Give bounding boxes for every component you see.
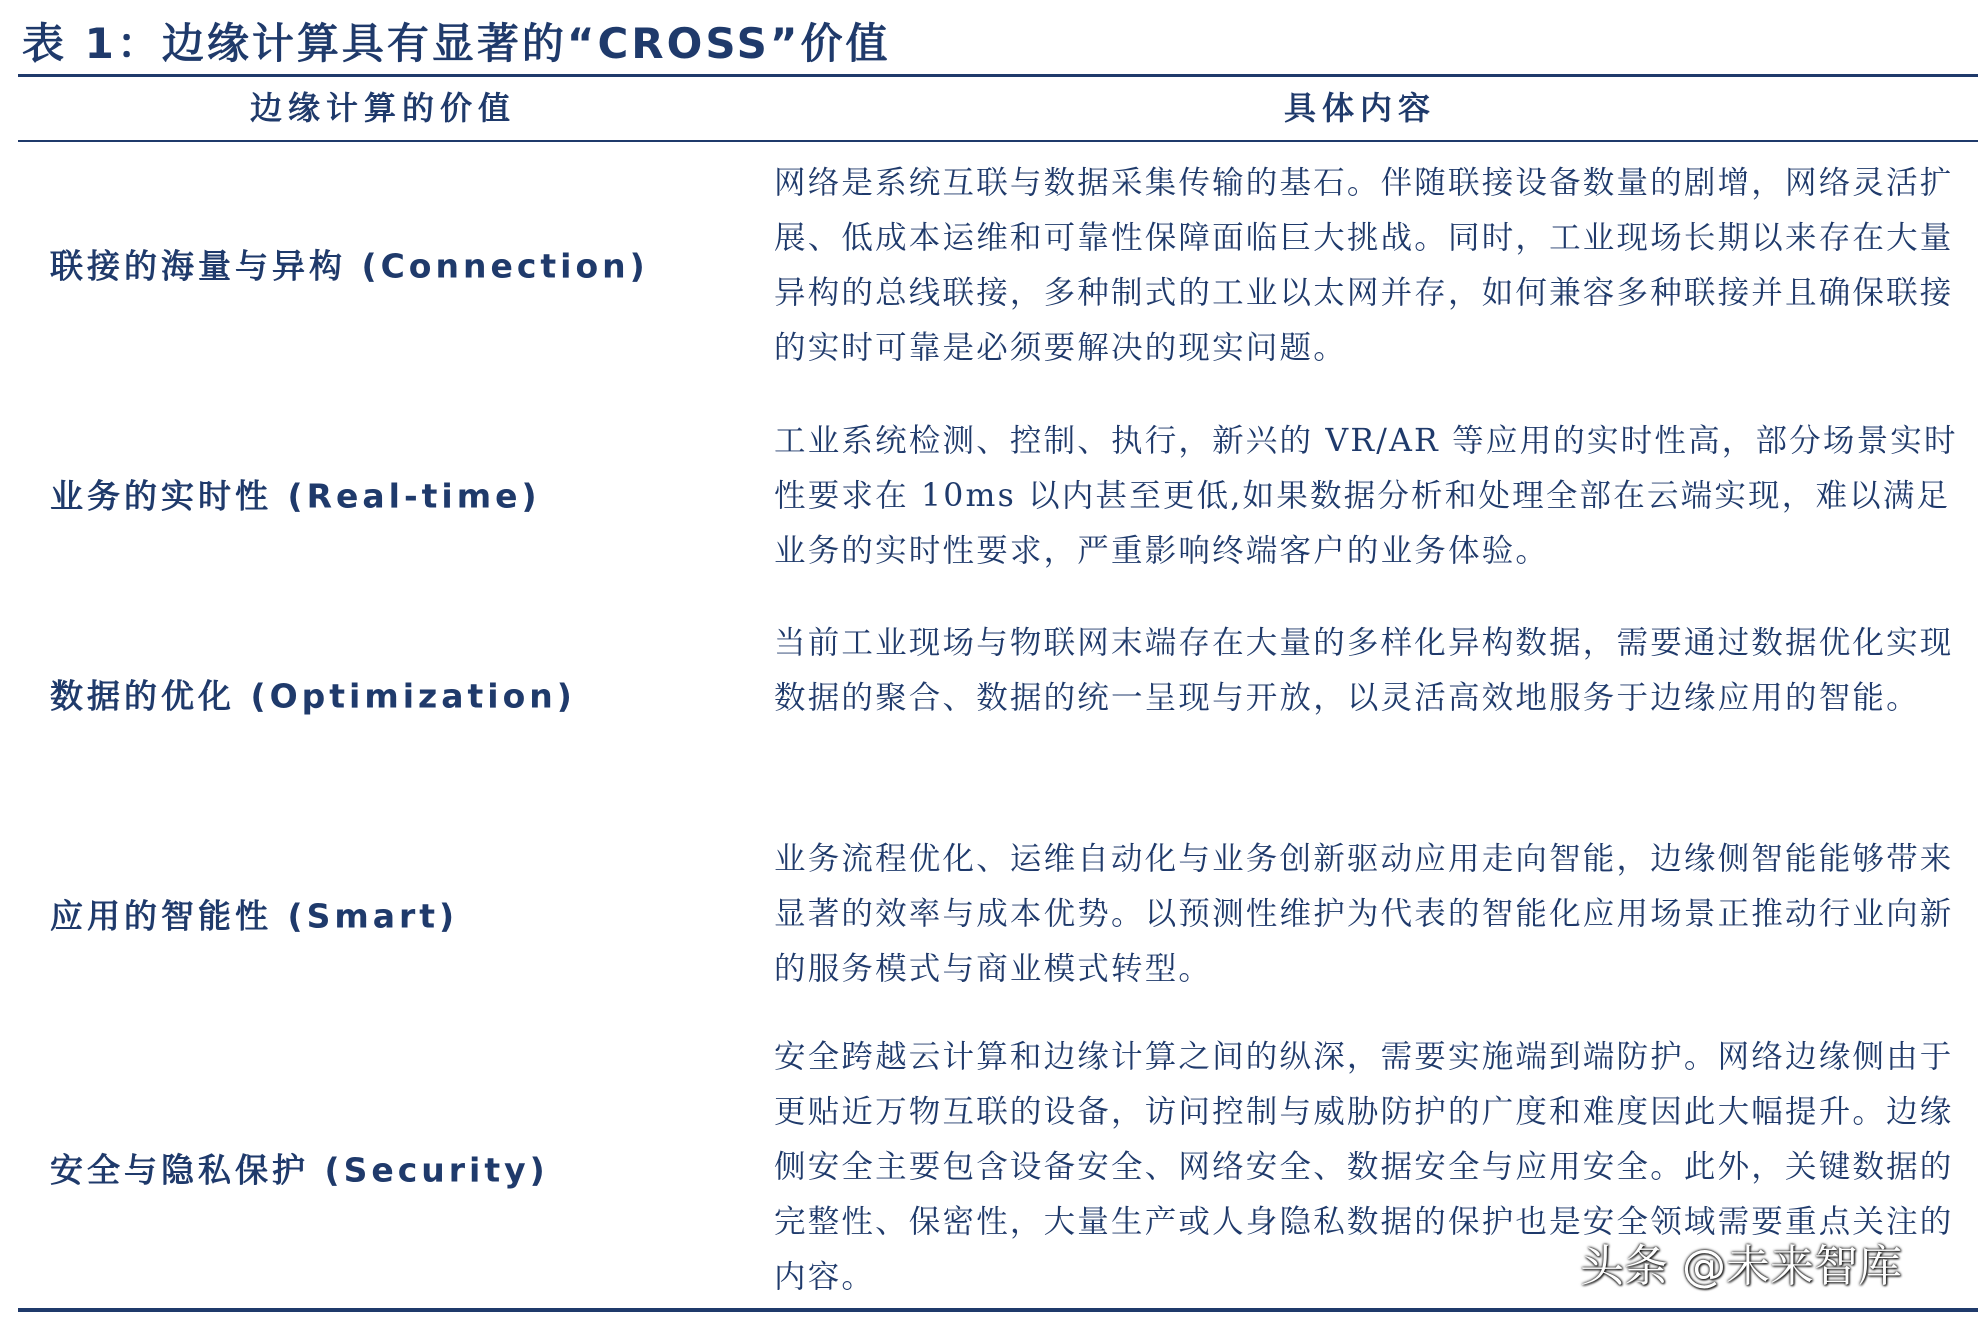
watermark: 头条 @未来智库: [1580, 1241, 1902, 1292]
row-content-optimization: 当前工业现场与物联网末端存在大量的多样化异构数据，需要通过数据优化实现数据的聚合、数据的统一呈现与开放，以灵活高效地服务于边缘应用的智能。: [774, 625, 1954, 716]
row-content-smart: 业务流程优化、运维自动化与业务创新驱动应用走向智能，边缘侧智能能够带来显著的效率与成本优势。以预测性维护为代表的智能化应用场景正推动行业向新的服务模式与商业模式转型。: [774, 841, 1954, 987]
row-content-realtime: 工业系统检测、控制、执行，新兴的 VR/AR 等应用的实时性高，部分场景实时性要求在 10ms 以内甚至更低,如果数据分析和处理全部在云端实现，难以满足业务的实时性要求，严重影响终端客户的业务体验。: [774, 423, 1958, 569]
header-value: 边缘计算的价值: [249, 89, 516, 127]
table-bottom-rule: [18, 1308, 1978, 1312]
row-label-smart: 应用的智能性 (Smart): [50, 896, 459, 936]
row-label-security: 安全与隐私保护 (Security): [50, 1150, 549, 1190]
header-content: 具体内容: [1283, 89, 1436, 127]
row-content-connection: 网络是系统互联与数据采集传输的基石。伴随联接设备数量的剧增，网络灵活扩展、低成本运维和可靠性保障面临巨大挑战。同时，工业现场长期以来存在大量异构的总线联接，多种制式的工业以太网并存，如何兼容多种联接并且确保联接的实时可靠是必须要解决的现实问题。: [774, 165, 1954, 366]
row-label-connection: 联接的海量与异构 (Connection): [50, 246, 649, 286]
table-title: 表 1：边缘计算具有显著的“CROSS”价值: [22, 19, 891, 68]
row-label-optimization: 数据的优化 (Optimization): [50, 676, 576, 716]
row-content-security: 安全跨越云计算和边缘计算之间的纵深，需要实施端到端防护。网络边缘侧由于更贴近万物互联的设备，访问控制与威胁防护的广度和难度因此大幅提升。边缘侧安全主要包含设备安全、网络安全、数据安全与应用安全。此外，关键数据的完整性、保密性，大量生产或人身隐私数据的保护也是安全领域需要重点关注的内容。: [774, 1039, 1954, 1295]
header-bottom-rule: [18, 140, 1978, 142]
row-label-realtime: 业务的实时性 (Real-time): [50, 476, 541, 516]
